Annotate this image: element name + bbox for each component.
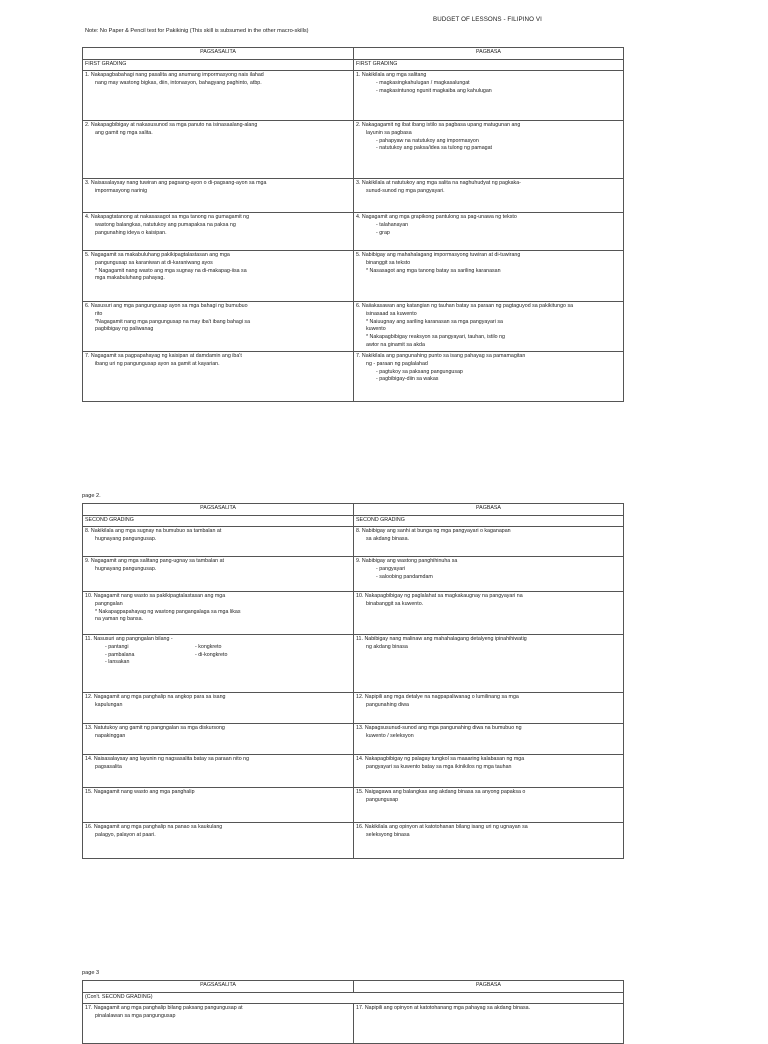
lesson-text: pangngalan <box>95 601 123 608</box>
pagbasa-cell <box>354 724 624 755</box>
lesson-text: 9. Nagagamit ang mga salitang pang-ugnay sa tambalan at <box>85 558 224 565</box>
pagbasa-cell <box>354 213 624 251</box>
pagbasa-cell <box>354 527 624 557</box>
column-header-pagsasalita: PAGSASALITA <box>83 48 354 60</box>
lesson-row <box>83 788 624 823</box>
lesson-text: - magkasintunog ngunit magkaiba ang kahulugan <box>376 87 492 94</box>
lesson-text: ibang uri ng pangungusap ayon sa gamit at kayarian. <box>95 361 220 368</box>
lesson-text: pangungusap <box>366 797 399 804</box>
lesson-row <box>83 121 624 179</box>
lesson-text: pangungusap sa karaniwan at di-karaniwang ayos <box>95 260 213 267</box>
lesson-text: * Nasasagot ang mga tanong batay sa sariling karanasan <box>366 267 501 274</box>
lesson-row <box>83 213 624 251</box>
lesson-text: 8. Nakikilala ang mga sugnay na bumubuo sa tambalan at <box>85 528 222 535</box>
lesson-text: hugnayang pangungusap. <box>95 536 157 543</box>
page-label: page 3 <box>82 970 100 976</box>
column-header-pagsasalita: PAGSASALITA <box>83 504 354 516</box>
document-note: Note: No Paper & Pencil test for Pakikinig (This skill is subsumed in the other macro-skills) <box>85 28 309 34</box>
lesson-text: - pahapyaw na natutukoy ang impormasyon <box>376 137 479 144</box>
grading-label: FIRST GRADING <box>354 59 624 71</box>
lesson-text: kuwento / seleksyon <box>366 733 414 740</box>
pagbasa-cell <box>354 352 624 402</box>
lesson-text: ng - paraan ng paglalahad <box>366 361 428 368</box>
pagbasa-cell <box>354 557 624 592</box>
lesson-text: wastong balangkas, natutukoy ang pumapaksa na paksa ng <box>95 222 236 229</box>
lesson-text: - natutukoy ang paksa/idea sa tulong ng pamagat <box>376 145 493 152</box>
lesson-text: * Nagagamit nang wasto ang mga sugnay na di-makapag-iisa sa <box>95 267 247 274</box>
lesson-text: 1. Nakapagbabahagi nang pasalita ang anumang impormasyong nais ilahad <box>85 72 264 79</box>
lesson-text: * Nakapagpapahayag ng wastong pangangalaga sa mga likas <box>95 608 241 615</box>
pagbasa-cell <box>354 755 624 788</box>
lesson-text: sa akdang binasa. <box>366 536 409 543</box>
lesson-text: 17. Napipili ang opinyon at katotohanang mga pahayag sa akdang binasa. <box>356 1005 531 1012</box>
pagbasa-cell <box>354 251 624 302</box>
lesson-text: - pagbibigay-diin sa wakas <box>376 376 439 383</box>
pagbasa-cell <box>354 635 624 693</box>
column-header-pagbasa: PAGBASA <box>354 48 624 60</box>
pagsasalita-cell <box>83 592 354 635</box>
pagsasalita-cell <box>83 71 354 121</box>
lesson-text: ng akdang binasa <box>366 644 408 651</box>
pagbasa-cell <box>354 823 624 859</box>
pagsasalita-cell <box>83 557 354 592</box>
lesson-row <box>83 592 624 635</box>
lesson-text: 3. Naisasalaysay nang tuwiran ang pagsang-ayon o di-pagsang-ayon sa mga <box>85 180 267 187</box>
noun-type: - lansakan <box>105 659 130 666</box>
lesson-row <box>83 635 624 693</box>
lesson-text: 6. Nasusuri ang mga pangungusap ayon sa mga bahagi ng bumubuo <box>85 303 248 310</box>
pagbasa-cell <box>354 592 624 635</box>
pagsasalita-cell <box>83 527 354 557</box>
lesson-text: mga makabuluhang pahayag. <box>95 275 165 282</box>
lesson-text: 7. Nakikilala ang pangunahing punto sa isang pahayag sa pamamagitan <box>356 353 526 360</box>
lesson-text: - pagtukoy sa paksang pangungusap <box>376 368 463 375</box>
lesson-text: 15. Nagagamit nang wasto ang mga panghalip <box>85 789 195 796</box>
pagsasalita-cell <box>83 352 354 402</box>
pagsasalita-cell <box>83 724 354 755</box>
lesson-text: sunud-sunod ng mga pangyayari. <box>366 188 445 195</box>
noun-type: - pambalana <box>105 651 135 658</box>
lesson-text: pangunahing ideya o kaisipan. <box>95 229 167 236</box>
grading-label: FIRST GRADING <box>83 59 354 71</box>
lesson-text: 12. Napipili ang mga detalye na nagpapaliwanag o lumilinang sa mga <box>356 694 519 701</box>
lesson-row <box>83 823 624 859</box>
pagbasa-cell <box>354 302 624 352</box>
column-header-pagsasalita: PAGSASALITA <box>83 981 354 993</box>
lesson-text: - pangyayari <box>376 566 406 573</box>
lesson-text: napakinggan <box>95 733 126 740</box>
pagsasalita-cell <box>83 755 354 788</box>
lesson-text: pinalalawan sa mga pangungusap <box>95 1013 176 1020</box>
lesson-text: * Naiuugnay ang sariling karanasan sa mga pangyayari sa <box>366 318 503 325</box>
lesson-text: 2. Nakapagbibigay at nakasusunod sa mga panuto na isinasaalang-alang <box>85 122 258 129</box>
lesson-text: palagyo, palayon at paari. <box>95 832 156 839</box>
lesson-text: 1. Nakikilala ang mga salitang <box>356 72 427 79</box>
lesson-row <box>83 251 624 302</box>
lesson-text: 14. Naisasalaysay ang layunin ng nagsasalita batay sa paraan nito ng <box>85 756 250 763</box>
lesson-text: 10. Nakapagbibigay ng paglalahat sa magkakaugnay na pangyayari na <box>356 593 523 600</box>
lesson-text: binabanggit sa kuwento. <box>366 601 424 608</box>
lesson-text: 16. Nagagamit ang mga panghalip na panao sa kaukulang <box>85 824 223 831</box>
column-header-pagbasa: PAGBASA <box>354 981 624 993</box>
pagsasalita-cell <box>83 635 354 693</box>
lesson-text: awtor na ginamit sa akda <box>366 341 425 348</box>
second-grading-table <box>82 503 624 859</box>
lesson-text: *Nagagamit nang mga pangungusap na may iba't ibang bahagi sa <box>95 318 251 325</box>
lesson-text: 17. Nagagamit ang mga panghalip bilang paksang pangungusap at <box>85 1005 243 1012</box>
noun-type: - pantangi <box>105 644 129 651</box>
lesson-text: - talahanayan <box>376 222 409 229</box>
lesson-text: isinasaad sa kuwento <box>366 311 417 318</box>
lesson-text: 5. Nagagamit sa makabuluhang pakikipagtalastasan ang mga <box>85 252 230 259</box>
lesson-text: 15. Naigagawa ang balangkas ang akdang binasa sa anyong papaksa o <box>356 789 526 796</box>
lesson-row <box>83 179 624 213</box>
lesson-text: 16. Nakikilala ang opinyon at katotohanan bilang isang uri ng ugnayan sa <box>356 824 528 831</box>
pagsasalita-cell <box>83 121 354 179</box>
pagsasalita-cell <box>83 251 354 302</box>
lesson-text: 5. Nabibigay ang mahahalagang impormasyong tuwiran at di-tuwirang <box>356 252 521 259</box>
pagsasalita-cell <box>83 302 354 352</box>
lesson-text: na yaman ng bansa. <box>95 616 144 623</box>
second-grading-continued-table <box>82 980 624 1044</box>
pagsasalita-cell <box>83 788 354 823</box>
lesson-text: kapulungan <box>95 702 123 709</box>
lesson-text: 13. Napagsusunud-sunod ang mga pangunahing diwa na bumubuo ng <box>356 725 522 732</box>
lesson-row <box>83 352 624 402</box>
noun-type-row <box>85 652 351 660</box>
lesson-text: - saloobing pandamdam <box>376 573 433 580</box>
lesson-row <box>83 693 624 724</box>
lesson-text: 13. Natutukoy ang gamit ng pangngalan sa mga diskursong <box>85 725 225 732</box>
lesson-text: kuwento <box>366 326 386 333</box>
lesson-text: 4. Nakapagtatanong at nakasasagot sa mga tanong na gumagamit ng <box>85 214 250 221</box>
pagsasalita-cell <box>83 179 354 213</box>
noun-type: - di-kongkreto <box>195 651 228 658</box>
lesson-text: 7. Nagagamit sa pagpapahayag ng kaisipan at damdamin ang iba't <box>85 353 242 360</box>
noun-type-row <box>85 644 351 652</box>
pagsasalita-cell <box>83 823 354 859</box>
lesson-text: 11. Nabibigay nang malinaw ang mahahalagang detalyeng ipinahihiwatig <box>356 636 527 643</box>
lesson-row <box>83 557 624 592</box>
pagsasalita-cell <box>83 213 354 251</box>
lesson-text: layunin sa pagbasa <box>366 130 412 137</box>
lesson-text: pangyayari sa kuwento batay sa mga ikinikilos ng mga tauhan <box>366 764 512 771</box>
first-grading-table <box>82 47 624 402</box>
pagbasa-cell <box>354 121 624 179</box>
pagbasa-cell <box>354 693 624 724</box>
lesson-text: 10. Nagagamit nang wasto sa pakikipagtalastasan ang mga <box>85 593 226 600</box>
lesson-row <box>83 724 624 755</box>
lesson-text: ang gamit ng mga salita. <box>95 130 153 137</box>
lesson-text: 2. Nakagagamit ng ibat ibang istilo sa pagbasa upang matugunan ang <box>356 122 521 129</box>
pagbasa-cell <box>354 788 624 823</box>
lesson-text: binanggit sa teksto <box>366 260 411 267</box>
lesson-text: 11. Nasusuri ang pangngalan bilang - <box>85 636 173 643</box>
page-label: page 2. <box>82 493 101 499</box>
lesson-text: pagsasalita <box>95 764 122 771</box>
noun-type: - kongkreto <box>195 644 222 651</box>
pagsasalita-cell <box>83 693 354 724</box>
lesson-text: nang may wastong bigkas, diin, intonasyon, bahagyang paghinto, atbp. <box>95 80 262 87</box>
lesson-text: seleksyong binasa <box>366 832 410 839</box>
lesson-row <box>83 755 624 788</box>
lesson-text: - grap <box>376 229 390 236</box>
column-header-pagbasa: PAGBASA <box>354 504 624 516</box>
lesson-text: 6. Naiiakasawan ang katangian ng tauhan batay sa paraan ng pagtaguyod sa pakikitungo sa <box>356 303 574 310</box>
lesson-text: - magkasingkahulugan / magkasalungat <box>376 80 470 87</box>
grading-label: (Con't. SECOND GRADING) <box>83 992 624 1004</box>
lesson-text: * Nakapagbibigay reaksyon sa pangyayari, tauhan, istilo ng <box>366 334 505 341</box>
lesson-text: impormasyong narinig <box>95 188 148 195</box>
pagbasa-cell <box>354 179 624 213</box>
lesson-text: pagbibigay ng paliwanag <box>95 326 154 333</box>
document-title: BUDGET OF LESSONS - FILIPINO VI <box>433 16 542 23</box>
grading-label: SECOND GRADING <box>83 515 354 527</box>
lesson-text: 9. Nabibigay ang wastong panghihinuha sa <box>356 558 458 565</box>
lesson-row <box>83 71 624 121</box>
lesson-text: pangunahing diwa <box>366 702 410 709</box>
pagbasa-cell <box>354 71 624 121</box>
lesson-text: 8. Nabibigay ang sanhi at bunga ng mga pangyayari o kaganapan <box>356 528 511 535</box>
lesson-text: 14. Nakapagbibigay ng palagay tungkol sa maaaring kalabasan ng mga <box>356 756 525 763</box>
lesson-row <box>83 302 624 352</box>
grading-label: SECOND GRADING <box>354 515 624 527</box>
lesson-text: 4. Nagagamit ang mga grapikong pantulong sa pag-unawa ng teksto <box>356 214 517 221</box>
lesson-text: hugnayang pangungusap. <box>95 566 157 573</box>
lesson-text: rito <box>95 311 103 318</box>
noun-type-row <box>85 659 351 667</box>
lesson-text: 3. Nakikilala at natutukoy ang mga salita na naghuhudyat ng pagkaka- <box>356 180 521 187</box>
lesson-row <box>83 527 624 557</box>
lesson-text: 12. Nagagamit ang mga panghalip na angkop para sa isang <box>85 694 226 701</box>
